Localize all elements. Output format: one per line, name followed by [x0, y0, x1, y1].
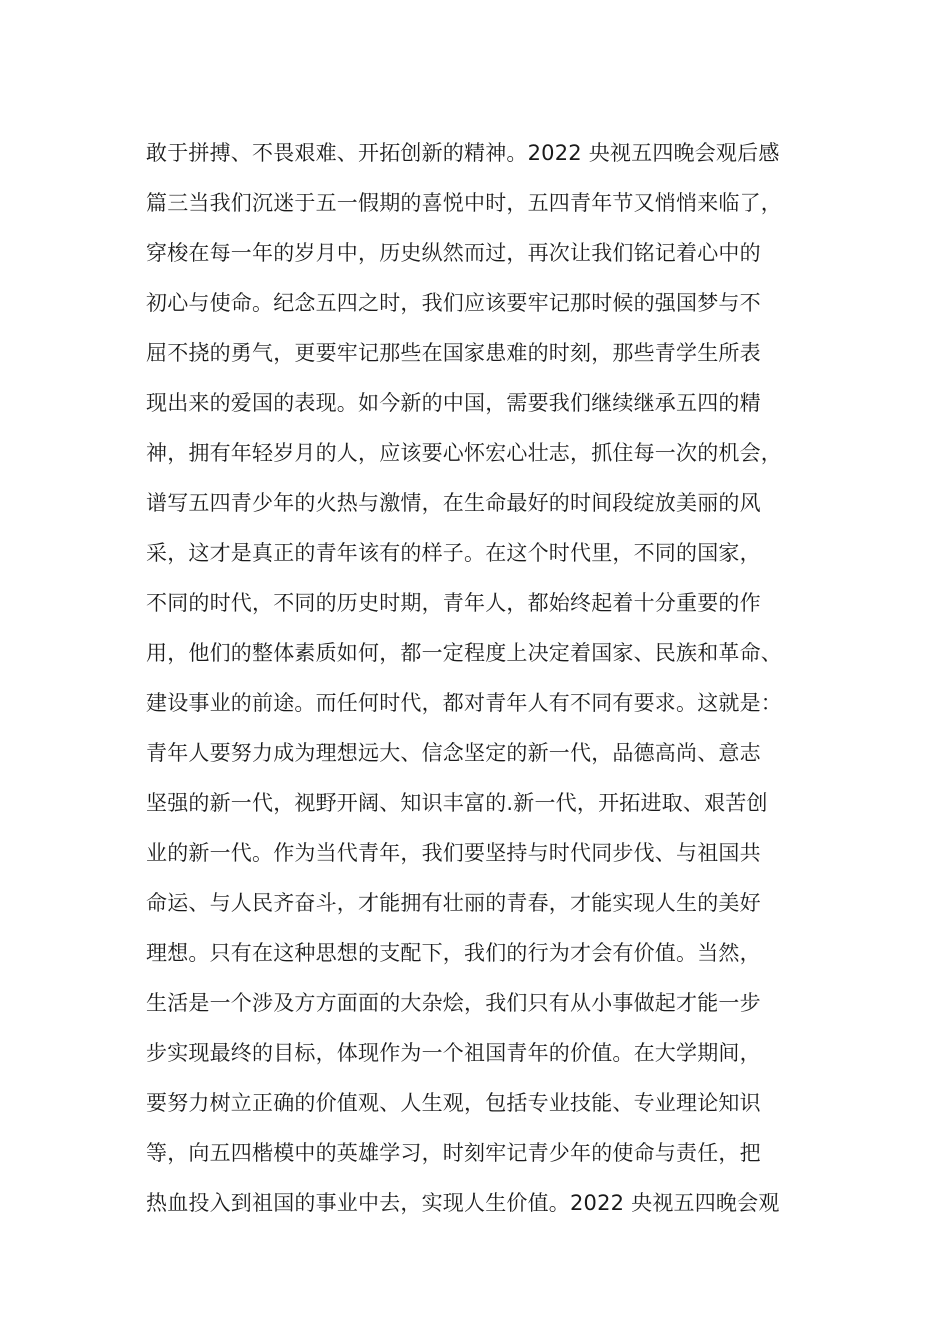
text-line: 现出来的爱国的表现。如今新的中国，需要我们继续继承五四的精 [146, 391, 761, 415]
text-line: 神，拥有年轻岁月的人，应该要心怀宏心壮志，抓住每一次的机会， [146, 441, 782, 465]
text-line: 穿梭在每一年的岁月中，历史纵然而过，再次让我们铭记着心中的 [146, 241, 761, 265]
text-line: 青年人要努力成为理想远大、信念坚定的新一代，品德高尚、意志 [146, 741, 761, 765]
text-line: 生活是一个涉及方方面面的大杂烩，我们只有从小事做起才能一步 [146, 991, 761, 1015]
text-line: 屈不挠的勇气，更要牢记那些在国家患难的时刻，那些青学生所表 [146, 341, 761, 365]
text-line: 不同的时代，不同的历史时期，青年人，都始终起着十分重要的作 [146, 591, 761, 615]
text-line: 初心与使命。纪念五四之时，我们应该要牢记那时候的强国梦与不 [146, 291, 761, 315]
text-line: 理想。只有在这种思想的支配下，我们的行为才会有价值。当然， [146, 941, 761, 965]
text-line: 热血投入到祖国的事业中去，实现人生价值。2022 央视五四晚会观 [146, 1191, 780, 1215]
text-line: 建设事业的前途。而任何时代，都对青年人有不同有要求。这就是： [146, 691, 782, 715]
text-line: 采，这才是真正的青年该有的样子。在这个时代里，不同的国家， [146, 541, 761, 565]
body-paragraph [146, 128, 806, 1228]
text-line: 谱写五四青少年的火热与激情，在生命最好的时间段绽放美丽的风 [146, 491, 761, 515]
text-line: 敢于拼搏、不畏艰难、开拓创新的精神。2022 央视五四晚会观后感 [146, 141, 780, 165]
text-line: 步实现最终的目标，体现作为一个祖国青年的价值。在大学期间， [146, 1041, 761, 1065]
text-line: 等，向五四楷模中的英雄学习，时刻牢记青少年的使命与责任，把 [146, 1141, 761, 1165]
text-line: 篇三当我们沉迷于五一假期的喜悦中时，五四青年节又悄悄来临了， [146, 191, 782, 215]
text-line: 业的新一代。作为当代青年，我们要坚持与时代同步伐、与祖国共 [146, 841, 761, 865]
text-line: 要努力树立正确的价值观、人生观，包括专业技能、专业理论知识 [146, 1091, 761, 1115]
text-line: 用，他们的整体素质如何，都一定程度上决定着国家、民族和革命、 [146, 641, 782, 665]
text-line: 坚强的新一代，视野开阔、知识丰富的.新一代，开拓进取、艰苦创 [146, 791, 768, 815]
text-line: 命运、与人民齐奋斗，才能拥有壮丽的青春，才能实现人生的美好 [146, 891, 761, 915]
